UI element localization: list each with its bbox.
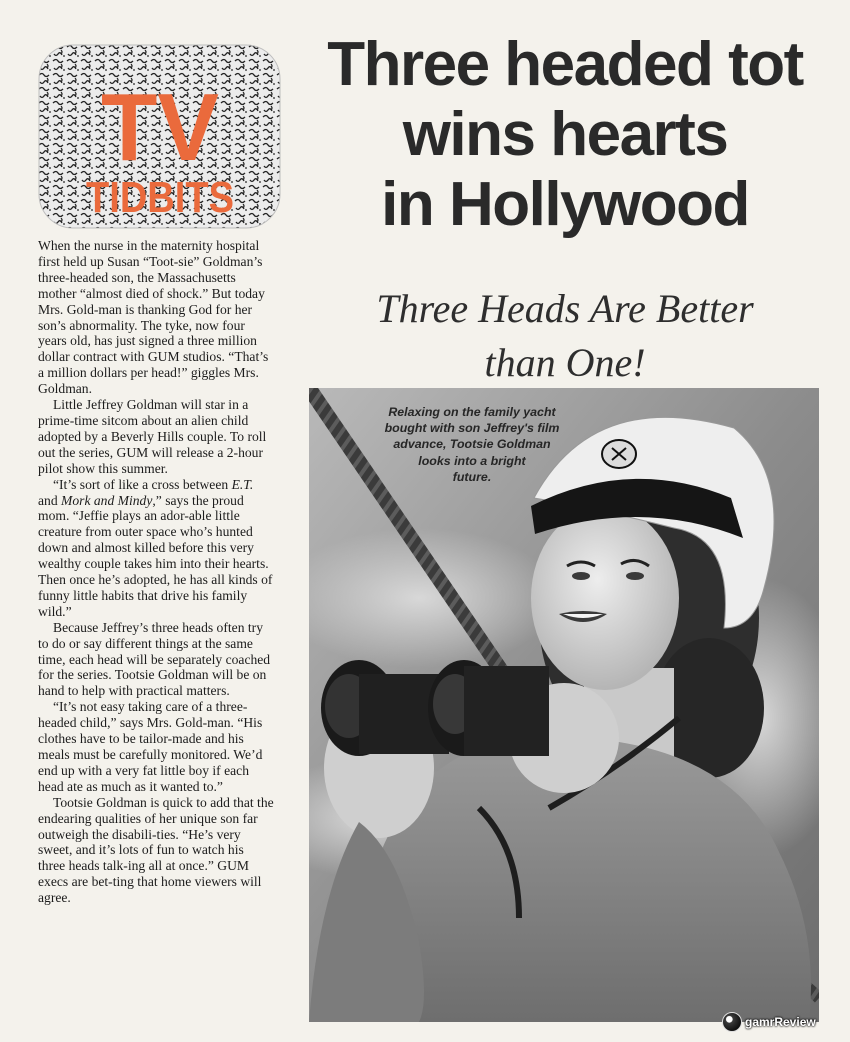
watermark-ball-icon	[722, 1012, 742, 1032]
headline-line-2: wins hearts	[402, 100, 728, 169]
title-et: E.T.	[231, 476, 254, 492]
article-paragraph-5: “It’s not easy taking care of a three-headed child,” says Mrs. Gold-man. “His clothes have to be tailor-made and his meals must be carefully monitored. We’d end up with a very fat little boy if each head ate as much as it wanted to.”	[38, 699, 263, 794]
caption-line-4: looks into a bright	[418, 453, 526, 468]
p3-text-and: and	[38, 492, 62, 508]
watermark-text: gamrReview	[745, 1015, 816, 1029]
caption-line-1: Relaxing on the family yacht	[388, 405, 556, 419]
caption-line-3: advance, Tootsie Goldman	[393, 437, 551, 452]
watermark	[722, 1011, 816, 1033]
article-paragraph-2: Little Jeffrey Goldman will star in a prime-time sitcom about an alien child adopted by a Beverly Hills couple. To roll out the series, GUM will release a 2-hour pilot show this summer.	[38, 397, 267, 476]
tv-tidbits-logo	[38, 44, 281, 229]
photo-caption	[352, 404, 592, 485]
article-paragraph-4: Because Jeffrey’s three heads often try to do or say different things at the same time, each head will be separately coached for the series. Tootsie Goldman will be on hand to help with practical matters.	[38, 619, 271, 699]
article-paragraph-3	[38, 477, 274, 620]
p3-text-before: “It’s sort of like a cross between	[53, 476, 232, 492]
headline-line-1: Three headed tot	[327, 30, 803, 99]
headline	[300, 30, 830, 240]
caption-line-2: bought with son Jeffrey's film	[384, 421, 560, 436]
p3-text-after: ,” says the proud mom. “Jeffie plays an ador-able little creature from outer space who’s hunted down and almost killed before this very wealthy couple takes him into their hearts. Then once he’s adopted, he has all kinds of funny little habits that drive his family wild.”	[38, 492, 273, 619]
logo-tv-text: TV	[101, 74, 219, 181]
article-column	[38, 238, 274, 906]
logo-tidbits-text: TIDBITS	[86, 173, 234, 222]
subhead-line-2: than One!	[484, 340, 646, 385]
article-paragraph-6: Tootsie Goldman is quick to add that the endearing qualities of her unique son far outweigh the disabili-ties. “He’s very sweet, and it’s lots of fun to watch his three heads talk-ing all at once.” GUM execs are bet-ting that home viewers will agree.	[38, 794, 274, 906]
headline-line-3: in Hollywood	[381, 170, 749, 239]
article-paragraph-1: When the nurse in the maternity hospital first held up Susan “Toot-sie” Goldman’s three-headed son, the Massachusetts mother “almost died of shock.” But today Mrs. Gold-man is thanking God for her son’s abnormality. The tyke, now four years old, has just signed a three million dollar contract with GUM studios. “That’s a million dollars per head!” giggles Mrs. Goldman.	[38, 238, 269, 397]
title-mork-and-mindy: Mork and Mindy	[61, 492, 153, 508]
subhead-line-1: Three Heads Are Better	[376, 286, 754, 331]
subhead	[310, 282, 820, 390]
caption-line-5: future.	[452, 469, 492, 484]
